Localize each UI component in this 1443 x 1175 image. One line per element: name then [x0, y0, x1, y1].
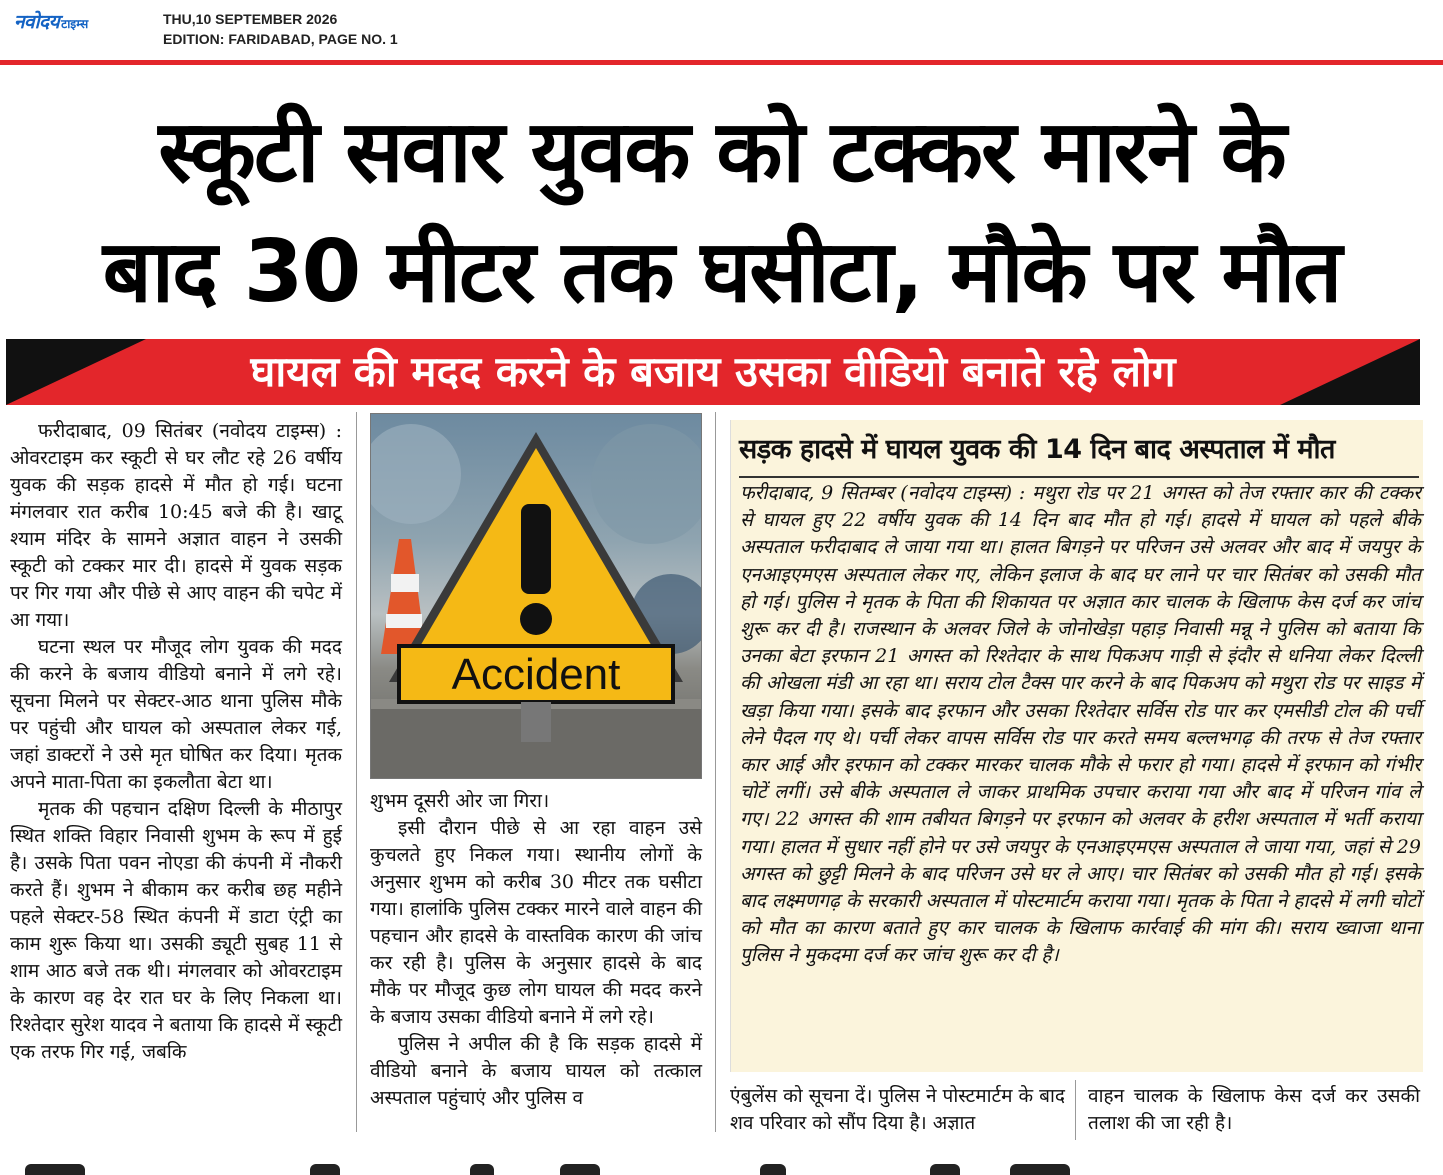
column-divider [715, 412, 716, 1132]
paragraph: फरीदाबाद, 09 सितंबर (नवोदय टाइम्स) : ओवरटाइम कर स्कूटी से घर लौट रहे 26 वर्षीय युवक की सड़क हादसे में मौत हो गई। घटना मंगलवार रात करीब 10:45 बजे की है। खाटू श्याम मंदिर के सामने अज्ञात वाहन ने उसकी स्कूटी को टक्कर मार दी। हादसे में युवक सड़क पर गिर गया और पीछे से आए वाहन की चपेट में आ गया। [10, 420, 342, 631]
main-headline [0, 92, 1443, 332]
paragraph: इसी दौरान पीछे से आ रहा वाहन उसे कुचलते हुए निकल गया। स्थानीय लोगों के अनुसार शुभम को करीब 30 मीटर तक घसीटा गया। हालांकि पुलिस टक्कर मारने वाले वाहन की पहचान और हादसे के वास्तविक कारण की जांच कर रही है। पुलिस के अनुसार हादसे के बाद मौके पर मौजूद कुछ लोग घायल की मदद करने के बजाय उसका वीडियो बनाने में लगे रहे। [370, 817, 702, 1028]
side-story-box [730, 420, 1423, 1072]
paragraph: शुभम दूसरी ओर जा गिरा। [370, 790, 550, 812]
subheadline-banner [6, 339, 1420, 405]
logo-sub-text: टाइम्स [61, 17, 89, 31]
story-column-3a [730, 1083, 1065, 1137]
accident-photo [370, 413, 702, 779]
paragraph: पुलिस ने अपील की है कि सड़क हादसे में वीडियो बनाने के बजाय घायल को तत्काल अस्पताल पहुंचाएं और पुलिस व [370, 1033, 702, 1109]
masthead [0, 0, 1443, 60]
side-story-title: सड़क हादसे में घायल युवक की 14 दिन बाद अस्पताल में मौत [739, 434, 1335, 465]
sign-text: Accident [451, 650, 621, 699]
story-column-3b [1088, 1083, 1420, 1137]
edition-line: EDITION: FARIDABAD, PAGE NO. 1 [163, 31, 398, 47]
subheadline-text: घायल की मदद करने के बजाय उसका वीडियो बनाते रहे लोग [250, 347, 1176, 396]
accident-sign-illustration [371, 414, 701, 778]
date-line: THU,10 SEPTEMBER 2026 [163, 11, 338, 27]
exclamation-icon [521, 504, 551, 594]
column-divider [1075, 1080, 1076, 1140]
headline-line-1: स्कूटी सवार युवक को टक्कर मारने के [158, 102, 1285, 202]
newspaper-logo[interactable] [14, 8, 88, 34]
headline-line-2: बाद 30 मीटर तक घसीटा, मौके पर मौत [102, 222, 1341, 322]
paragraph: घटना स्थल पर मौजूद लोग युवक की मदद की करने के बजाय वीडियो बनाने में लगे रहे। सूचना मिलने पर सेक्टर-आठ थाना पुलिस मौके पर पहुंची और घायल को अस्पताल लेकर गई, जहां डाक्टरों ने उसे मृत घोषित कर दिया। मृतक अपने माता-पिता का इकलौता बेटा था। [10, 636, 342, 793]
paragraph: एंबुलेंस को सूचना दें। पुलिस ने पोस्टमार्टम के बाद शव परिवार को सौंप दिया है। अज्ञात [730, 1085, 1065, 1134]
side-story-body [740, 480, 1421, 970]
masthead-rule [0, 60, 1443, 65]
paragraph: वाहन चालक के खिलाफ केस दर्ज कर उसकी तलाश की जा रही है। [1088, 1085, 1420, 1134]
logo-main-text: नवोदय [14, 11, 60, 33]
story-column-1 [10, 418, 342, 1066]
next-headline-cropped [0, 1148, 1443, 1175]
paragraph: मृतक की पहचान दक्षिण दिल्ली के मीठापुर स्थित शक्ति विहार निवासी शुभम के रूप में हुई है। उसके पिता पवन नोएडा की कंपनी में नौकरी करते हैं। शुभम ने बीकाम कर करीब छह महीने पहले सेक्टर-58 स्थित कंपनी में डाटा एंट्री का काम शुरू किया था। उसकी ड्यूटी सुबह 11 से शाम आठ बजे तक थी। मंगलवार को ओवरटाइम के कारण वह देर रात घर के लिए निकला था। रिश्तेदार सुरेश यादव ने बताया कि हादसे में स्कूटी एक तरफ गिर गई, जबकि [10, 798, 342, 1063]
paragraph: फरीदाबाद, 9 सितम्बर (नवोदय टाइम्स) : मथुरा रोड पर 21 अगस्त को तेज रफ्तार कार की टक्कर से घायल हुए 22 वर्षीय युवक की 14 दिन बाद मौत हो गई। हादसे में घायल को पहले बीके अस्पताल फरीदाबाद ले जाया गया था। हालत बिगड़ने पर परिजन उसे अलवर और बाद में जयपुर के एनआइएमएस अस्पताल लेकर गए, लेकिन इलाज के बाद घर लाने पर चार सितंबर को उसकी मौत हो गई। पुलिस ने मृतक के पिता की शिकायत पर अज्ञात कार चालक के खिलाफ केस दर्ज कर जांच शुरू कर दी है। राजस्थान के अलवर जिले के जोनोखेड़ा पहाड़ निवासी मन्नू ने पुलिस को बताया कि उनका बेटा इरफान 21 अगस्त को रिश्तेदार के साथ पिकअप गाड़ी से इंदौर से धनिया लेकर दिल्ली की ओखला मंडी आ रहा था। सराय टोल टैक्स पार करने के बाद पिकअप को मथुरा रोड पर साइड में खड़ा किया गया। इसके बाद इरफान और उसका रिश्तेदार सर्विस रोड पार कर एमसीडी टोल की पर्ची लेने पैदल गए थे। पर्ची लेकर वापस सर्विस रोड पार करते समय बल्लभगढ़ की तरफ से तेज रफ्तार कार आई और इरफान को टक्कर मारकर चालक मौके से फरार हो गया। हादसे में इरफान को गंभीर चोटें लगीं। उसे बीके अस्पताल ले जाकर प्राथमिक उपचार कराया गया और बाद में परिजन गांव ले गए। 22 अगस्त की शाम तबीयत बिगड़ने पर इरफान को अलवर के हरीश अस्पताल में भर्ती कराया गया। हालत में सुधार नहीं होने पर उसे जयपुर के एनआइएमएस अस्पताल ले जाया गया, जहां से 29 अगस्त को छुट्टी मिलने के बाद परिजन उसे घर ले आए। चार सितंबर को उसकी मौत हो गई। इसके बाद लक्ष्मणगढ़ के सरकारी अस्पताल में पोस्टमार्टम कराया गया। मृतक के पिता ने हादसे में लगी चोटों को मौत का कारण बताते हुए कार चालक के खिलाफ कार्रवाई की मांग की। सराय ख्वाजा थाना पुलिस ने मुकदमा दर्ज कर जांच शुरू कर दी है। [740, 482, 1421, 967]
side-story-rule [739, 476, 1419, 478]
story-column-2 [370, 788, 702, 1112]
edition-info [163, 9, 398, 49]
column-divider [356, 412, 357, 1132]
